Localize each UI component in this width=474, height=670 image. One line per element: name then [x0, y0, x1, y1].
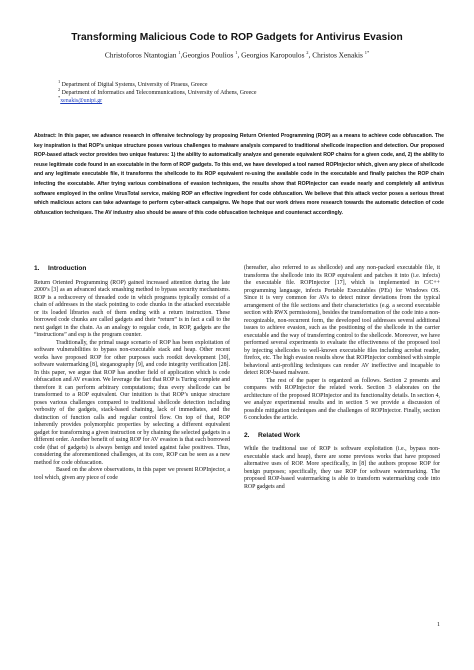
section-heading-introduction: 1. Introduction: [34, 265, 87, 272]
authors-line: Christoforos Ntantogian $^1$,Georgios Poulios $^1$, Georgios Karopoulos $^2$, Christos Xenakis $^{1*}$: [104, 50, 370, 60]
left-column: [34, 265, 230, 482]
affiliation-1: $^1$ Department of Digital Systems, University of Piraeus, Greece: [58, 79, 208, 88]
abstract: Abstract: In this paper, we advance research in offensive technology by proposing Return Oriented Programming (ROP) as a means to achieve code obfuscation. The key inspiration is that ROP’s unique structure poses various challenges to malware analysis compared to traditional shellcode inspection and detection. Our proposed ROP-based attack vector provides two unique features: 1) the ability to automatically analyze and generate equivalent ROP chains for a given code, and, 2) the ability to reuse legitimate code found in an executable in the form of ROP gadgets. To this end, we have developed a tool named ROPInjector which, given any piece of shellcode and any legitimate executable file, it transforms the shellcode to its ROP equivalent re-using the available code in the executable and finally patches the ROP chain infecting the executable. After trying various combinations of evasion techniques, the results show that ROPInjector can evade nearly and completely all antivirus software employed in the online VirusTotal service, making ROP an effective ingredient for code obfuscation. We believe that this attack vector poses a serious threat which malicious actors can take advantage to perform cyber-attack campaigns. We hope that our work drives more research towards the automatic detection of code obfuscation techniques. The AV industry also should be aware of this code obfuscation technique and counteract accordingly.: [34, 133, 445, 216]
intro-paragraph-3: Based on the above observations, in this paper we present ROPInjector, a tool which, given any piece of code: [34, 467, 230, 481]
section-heading-related-work: 2. Related Work: [244, 431, 301, 439]
related-paragraph-1: While the traditional use of ROP is software exploitation (i.e., bypass non-executable stack and heap), there are some previous works that have proposed alternative uses of ROP. More specifically, in [8] the authors propose ROP for benign purposes; specifically, they use ROP for software watermarking. The proposed ROP-based watermarking is able to transform watermarking code into ROP gadgets and: [244, 446, 440, 490]
affiliation-2: $^2$ Department of Informatics and Telecommunications, University of Athens, Greece: [58, 87, 257, 96]
intro-paragraph-1: Return Oriented Programming (ROP) gained increased attention during the late 2000’s [3] as an advanced stack smashing method to bypass security mechanisms. ROP is a rediscovery of threaded code in which programs typically consist of a chain of addresses in the stack pointing to code chunks in the attacked executable or its loaded libraries each of them ending with a return instruction. These borrowed code chunks are called gadgets and their “return” is in fact a call to the next gadget in the chain. As an analogy to regular code, in ROP, gadgets are the “instructions” and esp is the program counter.: [34, 279, 230, 339]
right-column: [244, 265, 440, 491]
email-link[interactable]: xenakis@unipi.gr: [60, 97, 103, 104]
page-number: 1: [437, 622, 440, 628]
right-paragraph-2: The rest of the paper is organized as follows. Section 2 presents and compares with ROPInjector the related work. Section 3 elaborates on the architecture of the proposed ROPInjector and its functionality details. In section 4, we analyze experimental results and in section 5 we provide a discussion of possible mitigation techniques and the challenges of ROPInjector. Finally, section 6 concludes the article.: [244, 377, 440, 422]
right-paragraph-1: (hereafter, also referred to as shellcode) and any non-packed executable file, it transforms the shellcode into its ROP equivalent and patches it into (i.e. infects) the executable file. ROPInjector [17], which is implemented in C/C++ programming language, infects Portable Executables (PEs) for Windows OS. Since it is very common for AVs to detect minor deviations from the typical arrangement of the file sections and their characteristics (e.g. a second executable section with RWX permissions), besides the transformation of the code into a non-recognizable, non-recurrent form, the developed tool addresses several additional issues to achieve evasion, such as the positioning of the shellcode in the carrier executable and the way of transferring control to the shellcode. Moreover, we have performed several experiments to evaluate the effectiveness of the proposed tool by injecting shellcodes to well-known executable files including acrobat reader, firefox, etc. The high evasion results show that ROPInjector combined with simple behavioral anti-profiling techniques can render AV ineffective and incapable to detect ROP-based malware.: [244, 265, 440, 377]
affiliation-email: *xenakis@unipi.gr: [58, 95, 103, 104]
intro-paragraph-2: Traditionally, the primal usage scenario of ROP has been exploitation of software vulnerabilities to bypass non-executable stack and heap. Other recent works have proposed ROP for other purposes such rootkit development [30], software watermarking [8], steganography [9], and code integrity verification [28]. In this paper, we argue that ROP has another field of application which is code obfuscation and AV evasion. We leverage the fact that ROP is Turing complete and therefore it can perform arbitrary computations; thus every shellcode can be transformed to a ROP equivalent. Our intuition is that ROP’s unique structure poses various challenges compared to traditional shellcode detection including verbosity of the gadgets, stack-based chaining, lack of immediates, and the distinction of function calls and regular control flow. On top of that, ROP inherently provides polymorphic properties by selecting a different equivalent gadget for transforming a given instruction or by chaining the selected gadgets in a different order. Another benefit of using ROP for AV evasion is that each borrowed code (that of gadgets) is always benign and tested against false positives. Thus, considering the aforementioned challenges, at its core, ROP can be seen as a new method for code obfuscation.: [34, 339, 230, 466]
paper-title: Transforming Malicious Code to ROP Gadgets for Antivirus Evasion: [71, 32, 403, 43]
